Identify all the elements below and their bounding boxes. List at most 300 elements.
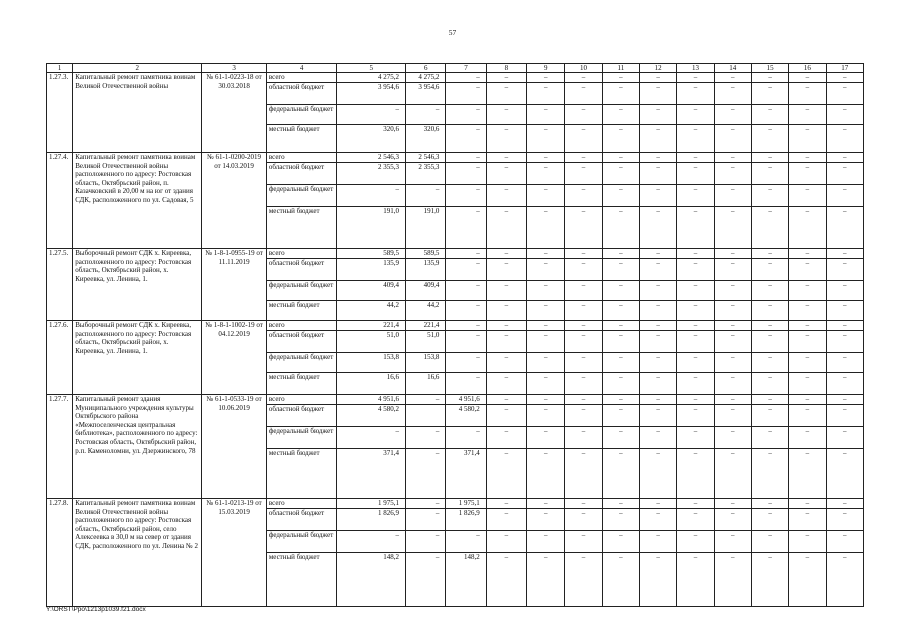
- empty-year-cell: –: [677, 249, 714, 259]
- empty-year-cell: –: [751, 73, 788, 83]
- empty-year-cell: –: [714, 73, 751, 83]
- empty-year-cell: –: [602, 395, 639, 405]
- total-amount: 409,4: [337, 281, 406, 301]
- empty-year-cell: –: [751, 105, 788, 125]
- empty-year-cell: –: [677, 105, 714, 125]
- empty-year-cell: –: [640, 259, 677, 281]
- total-amount: 4 580,2: [337, 405, 406, 427]
- year-amount: –: [446, 207, 486, 249]
- empty-year-cell: –: [751, 207, 788, 249]
- empty-year-cell: –: [826, 553, 863, 607]
- budget-label: всего: [266, 153, 337, 163]
- budget-label: местный бюджет: [266, 449, 337, 499]
- empty-year-cell: –: [751, 405, 788, 427]
- empty-year-cell: –: [602, 427, 639, 449]
- total-amount: 191,0: [337, 207, 406, 249]
- empty-year-cell: –: [640, 301, 677, 321]
- empty-year-cell: –: [714, 449, 751, 499]
- empty-year-cell: –: [640, 405, 677, 427]
- empty-year-cell: –: [640, 509, 677, 531]
- empty-year-cell: –: [602, 207, 639, 249]
- empty-year-cell: –: [677, 153, 714, 163]
- empty-year-cell: –: [677, 73, 714, 83]
- total-amount: 1 975,1: [337, 499, 406, 509]
- empty-year-cell: –: [486, 249, 526, 259]
- empty-year-cell: –: [677, 405, 714, 427]
- column-number: 2: [73, 64, 202, 73]
- total-amount: 3 954,6: [337, 83, 406, 105]
- empty-year-cell: –: [486, 185, 526, 207]
- year-amount: –: [406, 185, 446, 207]
- empty-year-cell: –: [640, 449, 677, 499]
- empty-year-cell: –: [565, 427, 602, 449]
- empty-year-cell: –: [789, 249, 826, 259]
- expertise-number: № 61-1-0200-2019 от 14.03.2019: [202, 153, 267, 249]
- column-number: 4: [266, 64, 337, 73]
- empty-year-cell: –: [826, 373, 863, 395]
- empty-year-cell: –: [789, 373, 826, 395]
- empty-year-cell: –: [640, 499, 677, 509]
- column-number: 17: [826, 64, 863, 73]
- empty-year-cell: –: [751, 353, 788, 373]
- empty-year-cell: –: [486, 427, 526, 449]
- empty-year-cell: –: [527, 499, 565, 509]
- empty-year-cell: –: [527, 163, 565, 185]
- empty-year-cell: –: [486, 531, 526, 553]
- empty-year-cell: –: [602, 331, 639, 353]
- empty-year-cell: –: [714, 553, 751, 607]
- column-number: 10: [565, 64, 602, 73]
- total-amount: 4 275,2: [337, 73, 406, 83]
- column-number: 7: [446, 64, 486, 73]
- empty-year-cell: –: [602, 499, 639, 509]
- empty-year-cell: –: [565, 353, 602, 373]
- empty-year-cell: –: [602, 405, 639, 427]
- year-amount: –: [446, 259, 486, 281]
- empty-year-cell: –: [789, 449, 826, 499]
- empty-year-cell: –: [486, 125, 526, 153]
- total-amount: 44,2: [337, 301, 406, 321]
- empty-year-cell: –: [486, 259, 526, 281]
- empty-year-cell: –: [527, 553, 565, 607]
- empty-year-cell: –: [527, 449, 565, 499]
- empty-year-cell: –: [486, 73, 526, 83]
- empty-year-cell: –: [527, 259, 565, 281]
- year-amount: 135,9: [406, 259, 446, 281]
- empty-year-cell: –: [602, 301, 639, 321]
- empty-year-cell: –: [789, 331, 826, 353]
- empty-year-cell: –: [565, 321, 602, 331]
- column-number: 14: [714, 64, 751, 73]
- empty-year-cell: –: [714, 105, 751, 125]
- budget-label: местный бюджет: [266, 207, 337, 249]
- empty-year-cell: –: [714, 125, 751, 153]
- budget-label: всего: [266, 499, 337, 509]
- empty-year-cell: –: [826, 427, 863, 449]
- total-amount: 135,9: [337, 259, 406, 281]
- empty-year-cell: –: [714, 163, 751, 185]
- year-amount: 16,6: [406, 373, 446, 395]
- empty-year-cell: –: [640, 105, 677, 125]
- year-amount: [406, 405, 446, 427]
- empty-year-cell: –: [826, 207, 863, 249]
- empty-year-cell: –: [789, 185, 826, 207]
- empty-year-cell: –: [640, 331, 677, 353]
- year-amount: –: [446, 427, 486, 449]
- year-amount: –: [446, 321, 486, 331]
- empty-year-cell: –: [751, 509, 788, 531]
- empty-year-cell: –: [640, 553, 677, 607]
- empty-year-cell: –: [602, 259, 639, 281]
- empty-year-cell: –: [789, 105, 826, 125]
- empty-year-cell: –: [751, 427, 788, 449]
- empty-year-cell: –: [527, 395, 565, 405]
- object-name: Капитальный ремонт памятника воинам Великой Отечественной войны расположенного по адресу: Ростовская область, Октябрьский район, п. Казачковский в 20,00 м на юг от здания СДК, расположенного по ул. Садовая, 5: [73, 153, 202, 249]
- empty-year-cell: –: [714, 249, 751, 259]
- empty-year-cell: –: [565, 405, 602, 427]
- empty-year-cell: –: [677, 259, 714, 281]
- empty-year-cell: –: [826, 301, 863, 321]
- budget-label: федеральный бюджет: [266, 185, 337, 207]
- column-number: 9: [527, 64, 565, 73]
- budget-label: областной бюджет: [266, 83, 337, 105]
- empty-year-cell: –: [751, 321, 788, 331]
- year-amount: –: [446, 73, 486, 83]
- year-amount: 2 546,3: [406, 153, 446, 163]
- empty-year-cell: –: [602, 449, 639, 499]
- object-name: Выборочный ремонт СДК х. Киреевка, расположенного по адресу: Ростовская область, Октябрьский район, х. Киреевка, ул. Ленина, 1.: [73, 321, 202, 395]
- empty-year-cell: –: [602, 249, 639, 259]
- budget-label: местный бюджет: [266, 373, 337, 395]
- empty-year-cell: –: [640, 395, 677, 405]
- empty-year-cell: –: [751, 499, 788, 509]
- empty-year-cell: –: [677, 185, 714, 207]
- empty-year-cell: –: [527, 153, 565, 163]
- object-name: Капитальный ремонт памятника воинам Великой Отечественной войны: [73, 73, 202, 153]
- empty-year-cell: –: [486, 449, 526, 499]
- empty-year-cell: –: [565, 301, 602, 321]
- total-amount: 2 546,3: [337, 153, 406, 163]
- empty-year-cell: –: [527, 531, 565, 553]
- empty-year-cell: –: [677, 427, 714, 449]
- column-number: 1: [47, 64, 73, 73]
- empty-year-cell: –: [602, 73, 639, 83]
- year-amount: 51,0: [406, 331, 446, 353]
- total-amount: 2 355,3: [337, 163, 406, 185]
- empty-year-cell: –: [527, 249, 565, 259]
- empty-year-cell: –: [826, 83, 863, 105]
- empty-year-cell: –: [486, 395, 526, 405]
- empty-year-cell: –: [565, 395, 602, 405]
- empty-year-cell: –: [640, 207, 677, 249]
- year-amount: 44,2: [406, 301, 446, 321]
- budget-row-total: [47, 499, 864, 509]
- empty-year-cell: –: [677, 83, 714, 105]
- budget-label: федеральный бюджет: [266, 531, 337, 553]
- empty-year-cell: –: [677, 163, 714, 185]
- empty-year-cell: –: [602, 153, 639, 163]
- empty-year-cell: –: [751, 281, 788, 301]
- empty-year-cell: –: [677, 301, 714, 321]
- empty-year-cell: –: [640, 125, 677, 153]
- budget-label: местный бюджет: [266, 301, 337, 321]
- empty-year-cell: –: [789, 353, 826, 373]
- empty-year-cell: –: [714, 395, 751, 405]
- year-amount: –: [406, 427, 446, 449]
- empty-year-cell: –: [486, 373, 526, 395]
- budget-row-total: [47, 395, 864, 405]
- budget-row-total: [47, 249, 864, 259]
- budget-label: всего: [266, 321, 337, 331]
- empty-year-cell: –: [677, 395, 714, 405]
- year-amount: 589,5: [406, 249, 446, 259]
- year-amount: –: [446, 105, 486, 125]
- empty-year-cell: –: [527, 207, 565, 249]
- year-amount: 320,6: [406, 125, 446, 153]
- item-number: 1.27.4.: [47, 153, 73, 249]
- total-amount: 16,6: [337, 373, 406, 395]
- year-amount: –: [446, 281, 486, 301]
- empty-year-cell: –: [714, 331, 751, 353]
- empty-year-cell: –: [565, 185, 602, 207]
- empty-year-cell: –: [486, 321, 526, 331]
- item-number: 1.27.5.: [47, 249, 73, 321]
- empty-year-cell: –: [677, 125, 714, 153]
- empty-year-cell: –: [565, 531, 602, 553]
- budget-label: областной бюджет: [266, 259, 337, 281]
- year-amount: –: [446, 301, 486, 321]
- column-number: 16: [789, 64, 826, 73]
- empty-year-cell: –: [751, 163, 788, 185]
- empty-year-cell: –: [789, 73, 826, 83]
- empty-year-cell: –: [640, 163, 677, 185]
- column-number: 15: [751, 64, 788, 73]
- empty-year-cell: –: [640, 427, 677, 449]
- item-number: 1.27.8.: [47, 499, 73, 607]
- year-amount: –: [446, 373, 486, 395]
- empty-year-cell: –: [565, 207, 602, 249]
- empty-year-cell: –: [565, 153, 602, 163]
- column-number: 6: [406, 64, 446, 73]
- item-number: 1.27.3.: [47, 73, 73, 153]
- empty-year-cell: –: [714, 321, 751, 331]
- empty-year-cell: –: [789, 163, 826, 185]
- empty-year-cell: –: [565, 281, 602, 301]
- object-name: Выборочный ремонт СДК х. Киреевка, расположенного по адресу: Ростовская область, Октябрьский район, х. Киреевка, ул. Ленина, 1.: [73, 249, 202, 321]
- empty-year-cell: –: [751, 395, 788, 405]
- empty-year-cell: –: [714, 185, 751, 207]
- year-amount: –: [446, 531, 486, 553]
- empty-year-cell: –: [826, 105, 863, 125]
- program-table: [46, 63, 864, 607]
- empty-year-cell: –: [751, 153, 788, 163]
- empty-year-cell: –: [751, 83, 788, 105]
- empty-year-cell: –: [789, 153, 826, 163]
- empty-year-cell: –: [826, 153, 863, 163]
- year-amount: –: [446, 353, 486, 373]
- empty-year-cell: –: [486, 553, 526, 607]
- empty-year-cell: –: [527, 331, 565, 353]
- empty-year-cell: –: [640, 321, 677, 331]
- empty-year-cell: –: [789, 259, 826, 281]
- budget-row-total: [47, 73, 864, 83]
- empty-year-cell: –: [565, 331, 602, 353]
- empty-year-cell: –: [565, 259, 602, 281]
- total-amount: 4 951,6: [337, 395, 406, 405]
- expertise-number: № 61-1-0213-19 от 15.03.2019: [202, 499, 267, 607]
- year-amount: 148,2: [446, 553, 486, 607]
- empty-year-cell: –: [714, 353, 751, 373]
- empty-year-cell: –: [602, 185, 639, 207]
- year-amount: 1 975,1: [446, 499, 486, 509]
- year-amount: 2 355,3: [406, 163, 446, 185]
- empty-year-cell: –: [602, 105, 639, 125]
- object-name: Капитальный ремонт здания Муниципального учреждения культуры Октябрьского района «Межпоселенческая центральная библиотека», расположенного по адресу: Ростовская область, Октябрьский район, р.п. Каменоломни, ул. Дзержинского, 78: [73, 395, 202, 499]
- empty-year-cell: –: [640, 353, 677, 373]
- total-amount: –: [337, 531, 406, 553]
- empty-year-cell: –: [602, 163, 639, 185]
- empty-year-cell: –: [640, 373, 677, 395]
- empty-year-cell: –: [527, 321, 565, 331]
- empty-year-cell: –: [751, 185, 788, 207]
- expertise-number: № 1-8-1-0955-19 от 11.11.2019: [202, 249, 267, 321]
- year-amount: –: [446, 125, 486, 153]
- budget-label: областной бюджет: [266, 163, 337, 185]
- empty-year-cell: –: [714, 83, 751, 105]
- empty-year-cell: –: [826, 331, 863, 353]
- empty-year-cell: –: [486, 281, 526, 301]
- empty-year-cell: –: [714, 373, 751, 395]
- empty-year-cell: –: [826, 449, 863, 499]
- empty-year-cell: –: [640, 531, 677, 553]
- year-amount: 221,4: [406, 321, 446, 331]
- empty-year-cell: –: [789, 281, 826, 301]
- empty-year-cell: –: [714, 281, 751, 301]
- empty-year-cell: –: [677, 353, 714, 373]
- empty-year-cell: –: [565, 83, 602, 105]
- empty-year-cell: –: [714, 509, 751, 531]
- empty-year-cell: –: [486, 509, 526, 531]
- empty-year-cell: –: [826, 405, 863, 427]
- year-amount: –: [446, 153, 486, 163]
- empty-year-cell: –: [677, 499, 714, 509]
- empty-year-cell: –: [714, 531, 751, 553]
- empty-year-cell: –: [565, 449, 602, 499]
- empty-year-cell: –: [826, 163, 863, 185]
- empty-year-cell: –: [826, 73, 863, 83]
- total-amount: –: [337, 427, 406, 449]
- empty-year-cell: –: [527, 405, 565, 427]
- empty-year-cell: –: [826, 499, 863, 509]
- empty-year-cell: –: [565, 105, 602, 125]
- empty-year-cell: –: [486, 301, 526, 321]
- empty-year-cell: –: [677, 207, 714, 249]
- empty-year-cell: –: [751, 125, 788, 153]
- budget-label: местный бюджет: [266, 553, 337, 607]
- empty-year-cell: –: [751, 331, 788, 353]
- empty-year-cell: –: [565, 373, 602, 395]
- budget-label: всего: [266, 249, 337, 259]
- year-amount: 409,4: [406, 281, 446, 301]
- year-amount: –: [446, 163, 486, 185]
- empty-year-cell: –: [714, 499, 751, 509]
- empty-year-cell: –: [789, 499, 826, 509]
- empty-year-cell: –: [527, 301, 565, 321]
- expertise-number: № 61-1-0533-19 от 10.06.2019: [202, 395, 267, 499]
- empty-year-cell: –: [486, 207, 526, 249]
- year-amount: 1 826,9: [446, 509, 486, 531]
- total-amount: 371,4: [337, 449, 406, 499]
- empty-year-cell: –: [486, 331, 526, 353]
- empty-year-cell: –: [789, 207, 826, 249]
- empty-year-cell: –: [486, 405, 526, 427]
- empty-year-cell: –: [826, 531, 863, 553]
- empty-year-cell: –: [677, 531, 714, 553]
- empty-year-cell: –: [826, 125, 863, 153]
- empty-year-cell: –: [826, 259, 863, 281]
- total-amount: 51,0: [337, 331, 406, 353]
- empty-year-cell: –: [527, 185, 565, 207]
- total-amount: 1 826,9: [337, 509, 406, 531]
- empty-year-cell: –: [789, 405, 826, 427]
- empty-year-cell: –: [486, 163, 526, 185]
- column-number-row: [47, 64, 864, 73]
- empty-year-cell: –: [527, 125, 565, 153]
- year-amount: 4 275,2: [406, 73, 446, 83]
- year-amount: –: [406, 105, 446, 125]
- column-number: 13: [677, 64, 714, 73]
- expertise-number: № 61-1-0223-18 от 30.03.2018: [202, 73, 267, 153]
- empty-year-cell: –: [789, 531, 826, 553]
- item-number: 1.27.7.: [47, 395, 73, 499]
- column-number: 5: [337, 64, 406, 73]
- year-amount: –: [406, 509, 446, 531]
- empty-year-cell: –: [751, 531, 788, 553]
- empty-year-cell: –: [602, 531, 639, 553]
- total-amount: 148,2: [337, 553, 406, 607]
- year-amount: –: [406, 531, 446, 553]
- empty-year-cell: –: [789, 301, 826, 321]
- budget-label: федеральный бюджет: [266, 281, 337, 301]
- total-amount: 589,5: [337, 249, 406, 259]
- empty-year-cell: –: [486, 105, 526, 125]
- empty-year-cell: –: [527, 509, 565, 531]
- empty-year-cell: –: [527, 281, 565, 301]
- empty-year-cell: –: [826, 185, 863, 207]
- empty-year-cell: –: [826, 395, 863, 405]
- year-amount: –: [406, 395, 446, 405]
- year-amount: 371,4: [446, 449, 486, 499]
- empty-year-cell: –: [527, 373, 565, 395]
- year-amount: 3 954,6: [406, 83, 446, 105]
- empty-year-cell: –: [565, 509, 602, 531]
- empty-year-cell: –: [486, 83, 526, 105]
- empty-year-cell: –: [565, 553, 602, 607]
- empty-year-cell: –: [527, 353, 565, 373]
- empty-year-cell: –: [527, 105, 565, 125]
- empty-year-cell: –: [565, 163, 602, 185]
- empty-year-cell: –: [714, 427, 751, 449]
- budget-row-total: [47, 321, 864, 331]
- empty-year-cell: –: [751, 449, 788, 499]
- budget-label: областной бюджет: [266, 405, 337, 427]
- empty-year-cell: –: [714, 207, 751, 249]
- year-amount: –: [446, 249, 486, 259]
- expertise-number: № 1-8-1-1002-19 от 04.12.2019: [202, 321, 267, 395]
- empty-year-cell: –: [789, 83, 826, 105]
- empty-year-cell: –: [826, 509, 863, 531]
- total-amount: –: [337, 105, 406, 125]
